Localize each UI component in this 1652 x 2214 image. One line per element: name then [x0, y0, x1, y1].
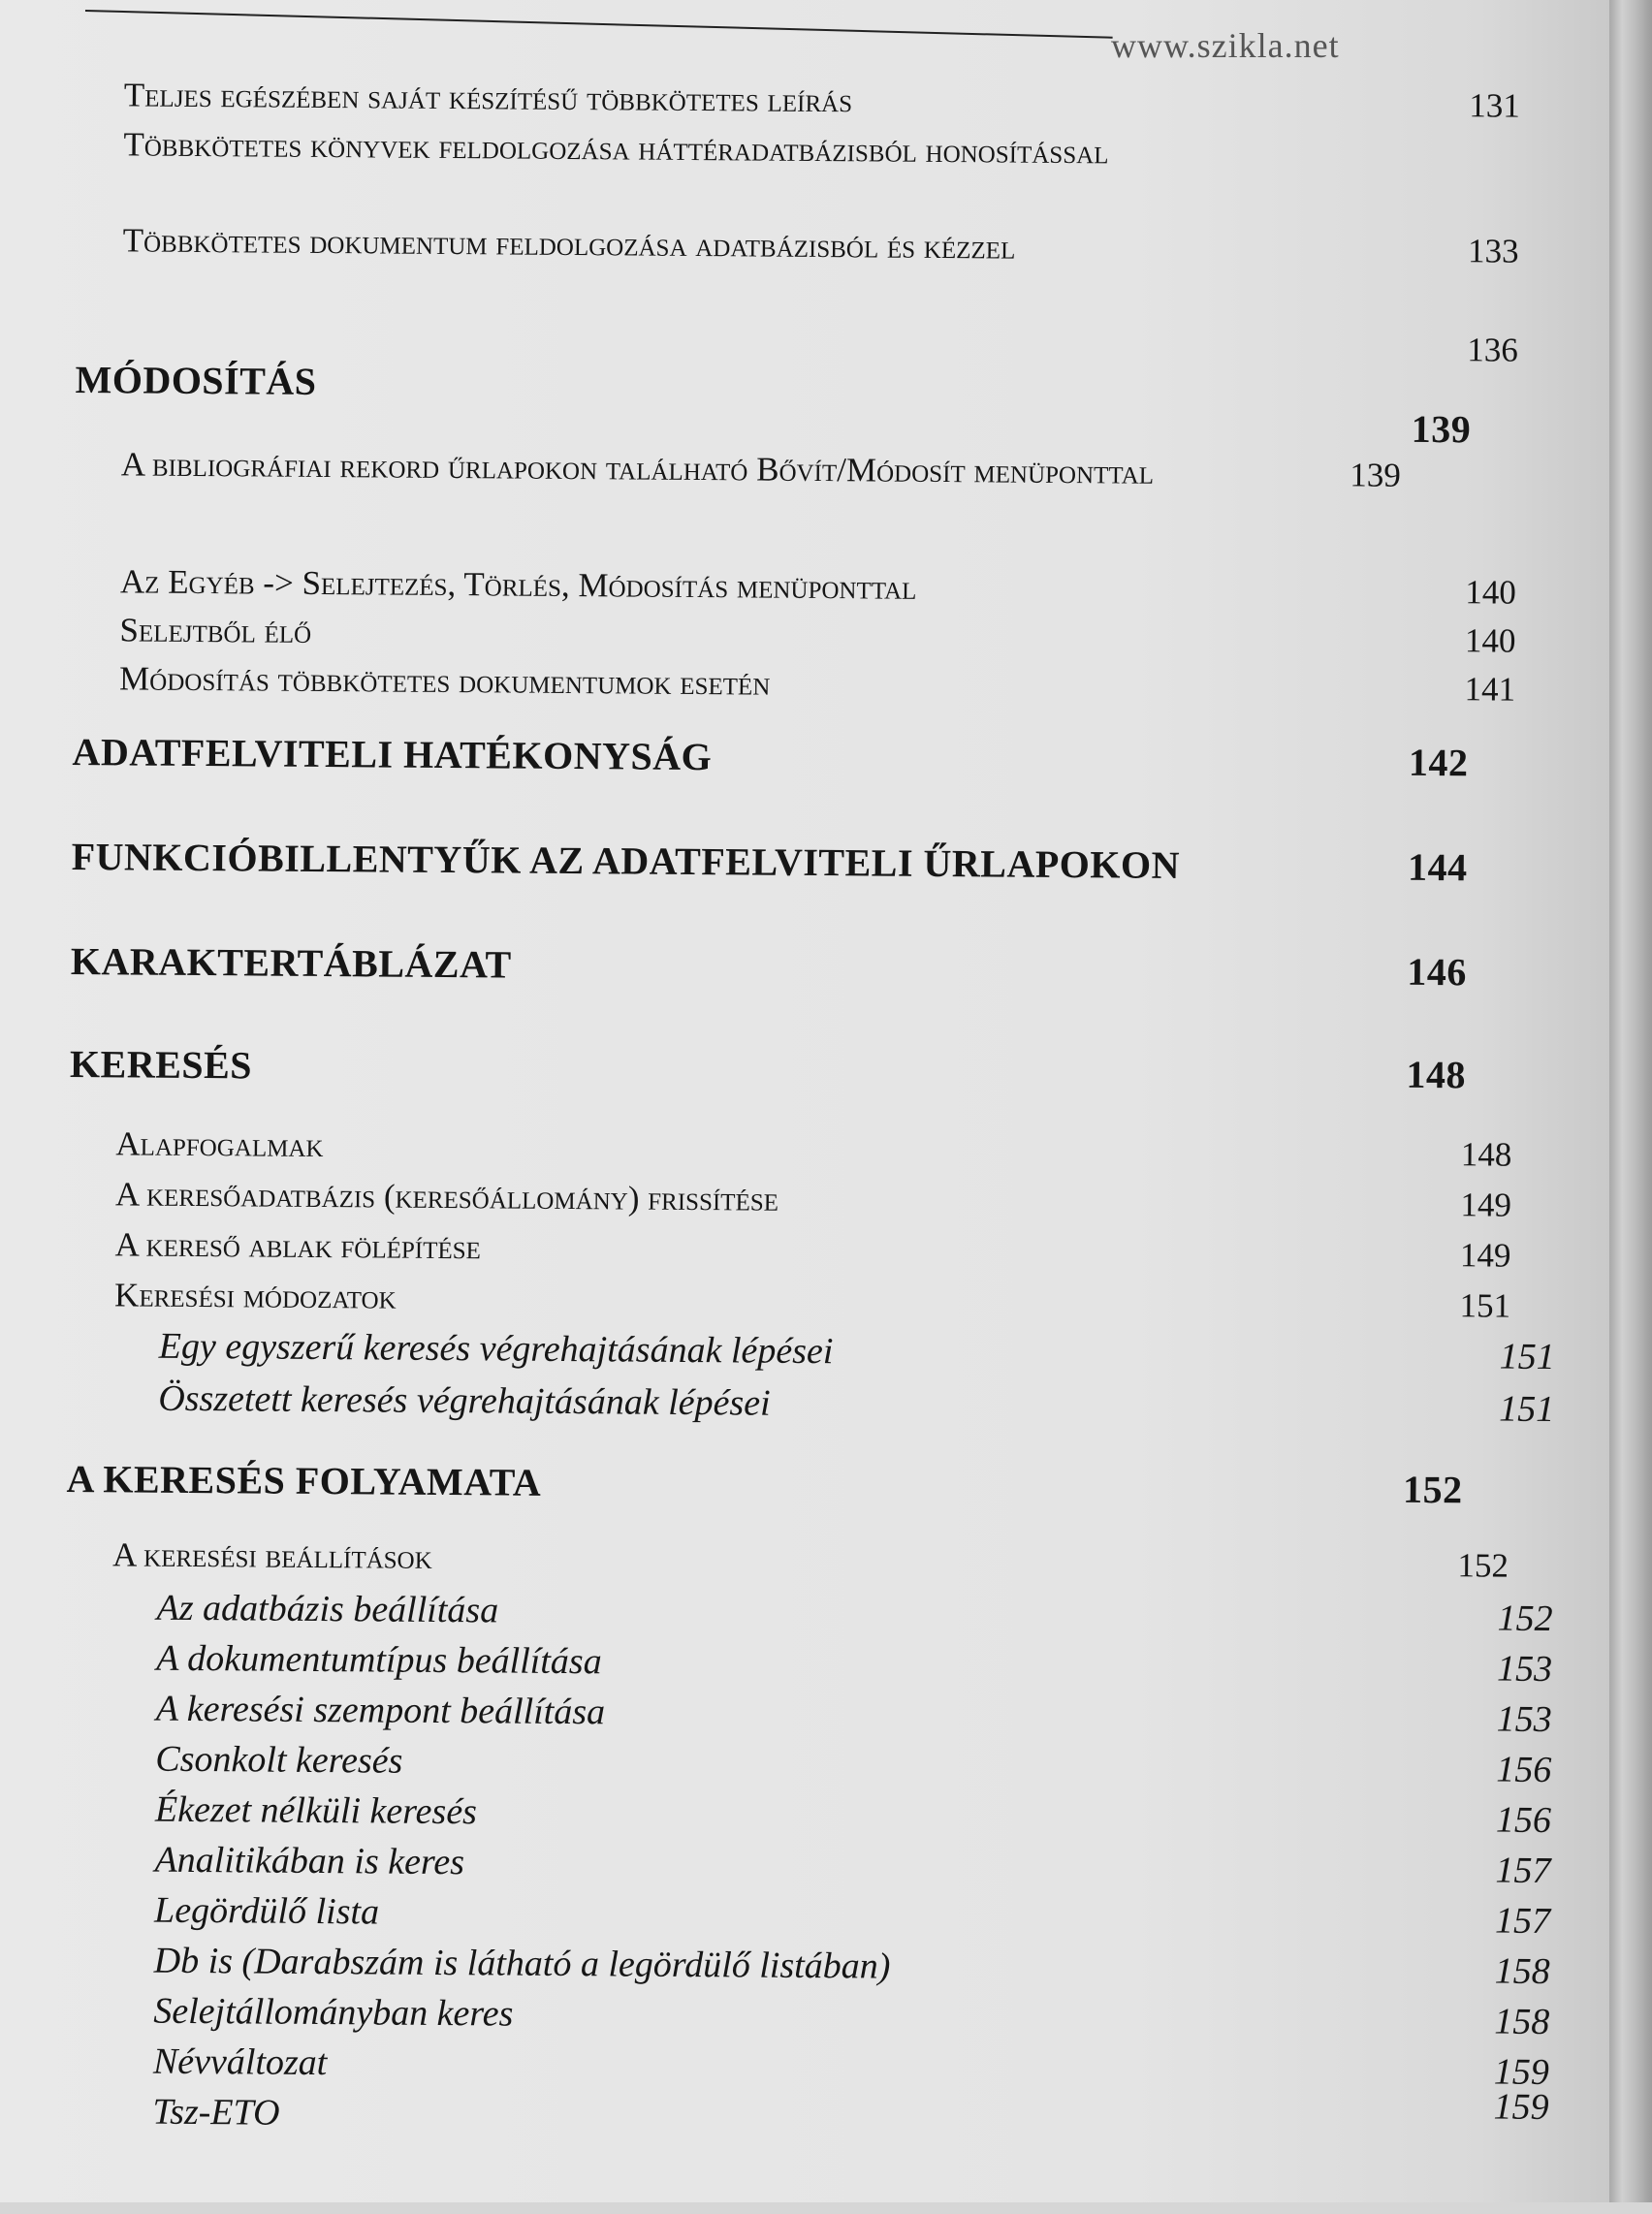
toc-entry-title: Névváltozat: [152, 2040, 328, 2084]
toc-entry-title: Selejtből élő: [119, 611, 312, 650]
toc-entry-title: ADATFELVITELI HATÉKONYSÁG: [72, 729, 713, 779]
toc-page-number: 133: [1467, 232, 1519, 270]
toc-section: [0, 1123, 1511, 1174]
toc-page-number: 157: [1495, 1850, 1551, 1891]
toc-page-number: 158: [1494, 2001, 1550, 2042]
toc-subsection: [0, 1837, 1551, 1892]
toc-page-number: 140: [1464, 621, 1516, 660]
toc-subsection: [0, 1736, 1552, 1791]
toc-entry-title: A keresési szempont beállítása: [155, 1688, 606, 1733]
toc-page-number: 156: [1496, 1749, 1552, 1790]
toc-page-number: 152: [1497, 1597, 1553, 1639]
toc-page-number: 131: [1469, 86, 1520, 125]
toc-entry-title: Összetett keresés végrehajtásának lépései: [158, 1377, 771, 1424]
toc-entry-title: A keresőadatbázis (keresőállomány) frissítése: [114, 1175, 779, 1218]
toc-page-number: 140: [1465, 573, 1517, 612]
toc-page-number: 148: [1460, 1135, 1512, 1174]
toc-subsection: [0, 1938, 1550, 1993]
toc-subsection: [0, 1787, 1551, 1842]
toc-section: [0, 443, 1517, 495]
toc-chapter: [0, 833, 1468, 890]
toc-page-number: 159: [1493, 2051, 1550, 2093]
toc-page-number: 152: [1402, 1467, 1463, 1512]
toc-page-number: 144: [1407, 844, 1468, 890]
toc-subsection: [0, 1686, 1552, 1741]
toc-chapter: [0, 1455, 1463, 1512]
header-site-url: www.szikla.net: [1111, 26, 1340, 65]
toc-section: [0, 1224, 1511, 1275]
toc-page-number: 159: [1493, 2086, 1549, 2128]
toc-entry-title: FUNKCIÓBILLENTYŰK AZ ADATFELVITELI ŰRLAPOKON: [71, 834, 1181, 887]
toc-chapter: [0, 937, 1467, 995]
toc-subsection: [0, 1635, 1552, 1691]
toc-entry-title: A bibliográfiai rekord űrlapokon található Bővít/Módosít menüponttal: [120, 445, 1155, 491]
book-edge: [1609, 0, 1652, 2202]
toc-page-number: 141: [1464, 670, 1516, 709]
toc-section: [0, 220, 1519, 270]
toc-page-number: 139: [1411, 406, 1472, 452]
toc-entry-title: Egy egyszerű keresés végrehajtásának lépései: [158, 1325, 834, 1373]
toc-page-number: 149: [1460, 1186, 1512, 1224]
toc-page-number: 153: [1496, 1698, 1552, 1740]
toc-section: [0, 610, 1516, 660]
toc-entry-title: Selejtállományban keres: [153, 1990, 514, 2035]
toc-page-number: 139: [1350, 456, 1401, 494]
toc-page-number: 142: [1408, 740, 1469, 785]
toc-entry-title: Csonkolt keresés: [155, 1738, 403, 1782]
toc-subsection: [0, 1323, 1555, 1378]
toc-subsection: [0, 1585, 1553, 1640]
toc-section: [0, 75, 1520, 125]
toc-page-number: 146: [1407, 949, 1467, 995]
toc-page-number: 152: [1457, 1546, 1509, 1585]
toc-entry-title: Többkötetes dokumentum feldolgozása adatbázisból és kézzel: [122, 221, 1016, 267]
toc-entry-title: MÓDOSÍTÁS: [75, 357, 317, 403]
toc-chapter: [0, 728, 1469, 785]
toc-chapter: [0, 1040, 1466, 1097]
toc-page-number: [1325, 174, 1403, 175]
toc-subsection: [0, 1376, 1554, 1431]
toc-page-number: 153: [1496, 1648, 1553, 1690]
toc-page-number: 151: [1459, 1286, 1511, 1325]
toc-entry-title: A KERESÉS FOLYAMATA: [66, 1456, 542, 1504]
toc-entry-title: Ékezet nélküli keresés: [154, 1788, 478, 1833]
toc-entry-title: Analitikában is keres: [154, 1839, 465, 1883]
toc-section: [0, 658, 1515, 709]
toc-page-number: 149: [1459, 1236, 1511, 1275]
toc-entry-title: KERESÉS: [69, 1041, 253, 1088]
toc-entry-title: A dokumentumtípus beállítása: [156, 1637, 602, 1683]
toc-page-number: 136: [1467, 331, 1518, 369]
toc-entry-title: Teljes egészében saját készítésű többkötetes leírás: [123, 76, 853, 120]
toc-page-number: [1471, 2143, 1548, 2144]
toc-section: [0, 123, 1520, 175]
toc-page-number: 151: [1499, 1336, 1555, 1378]
toc-page-number: 148: [1406, 1052, 1467, 1097]
toc-page-number: 156: [1495, 1799, 1552, 1841]
toc-section: [0, 1275, 1510, 1325]
toc-entry-title: Tsz-ETO: [152, 2091, 280, 2134]
toc-entry-title: Alapfogalmak: [115, 1124, 324, 1165]
toc-entry-title: Keresési módozatok: [113, 1276, 397, 1316]
toc-entry-title: A kereső ablak fölépítése: [114, 1225, 482, 1267]
toc-entry-title: Az Egyéb -> Selejtezés, Törlés, Módosítás menüponttal: [119, 562, 917, 607]
toc-section: [0, 1174, 1511, 1224]
toc-section: [0, 1534, 1509, 1585]
toc-subsection: [0, 1988, 1549, 2043]
toc-entry-title: Az adatbázis beállítása: [156, 1587, 499, 1631]
toc-entry-title: KARAKTERTÁBLÁZAT: [70, 938, 512, 987]
toc-page-number: 157: [1494, 1900, 1551, 1942]
toc-page-number: 151: [1499, 1388, 1555, 1431]
toc-entry-title: Db is (Darabszám is látható a legördülő listában): [153, 1940, 891, 1987]
toc-entry-title: A keresési beállítások: [111, 1535, 432, 1576]
toc-entry-title: Módosítás többkötetes dokumentumok esetén: [118, 659, 771, 703]
toc-entry-title: Legördülő lista: [153, 1889, 380, 1933]
toc-page-number: 158: [1494, 1950, 1550, 1992]
toc-entry-title: Többkötetes könyvek feldolgozása háttéradatbázisból honosítással: [123, 125, 1109, 172]
toc-subsection: [0, 1887, 1550, 1943]
toc-section: [0, 561, 1516, 612]
